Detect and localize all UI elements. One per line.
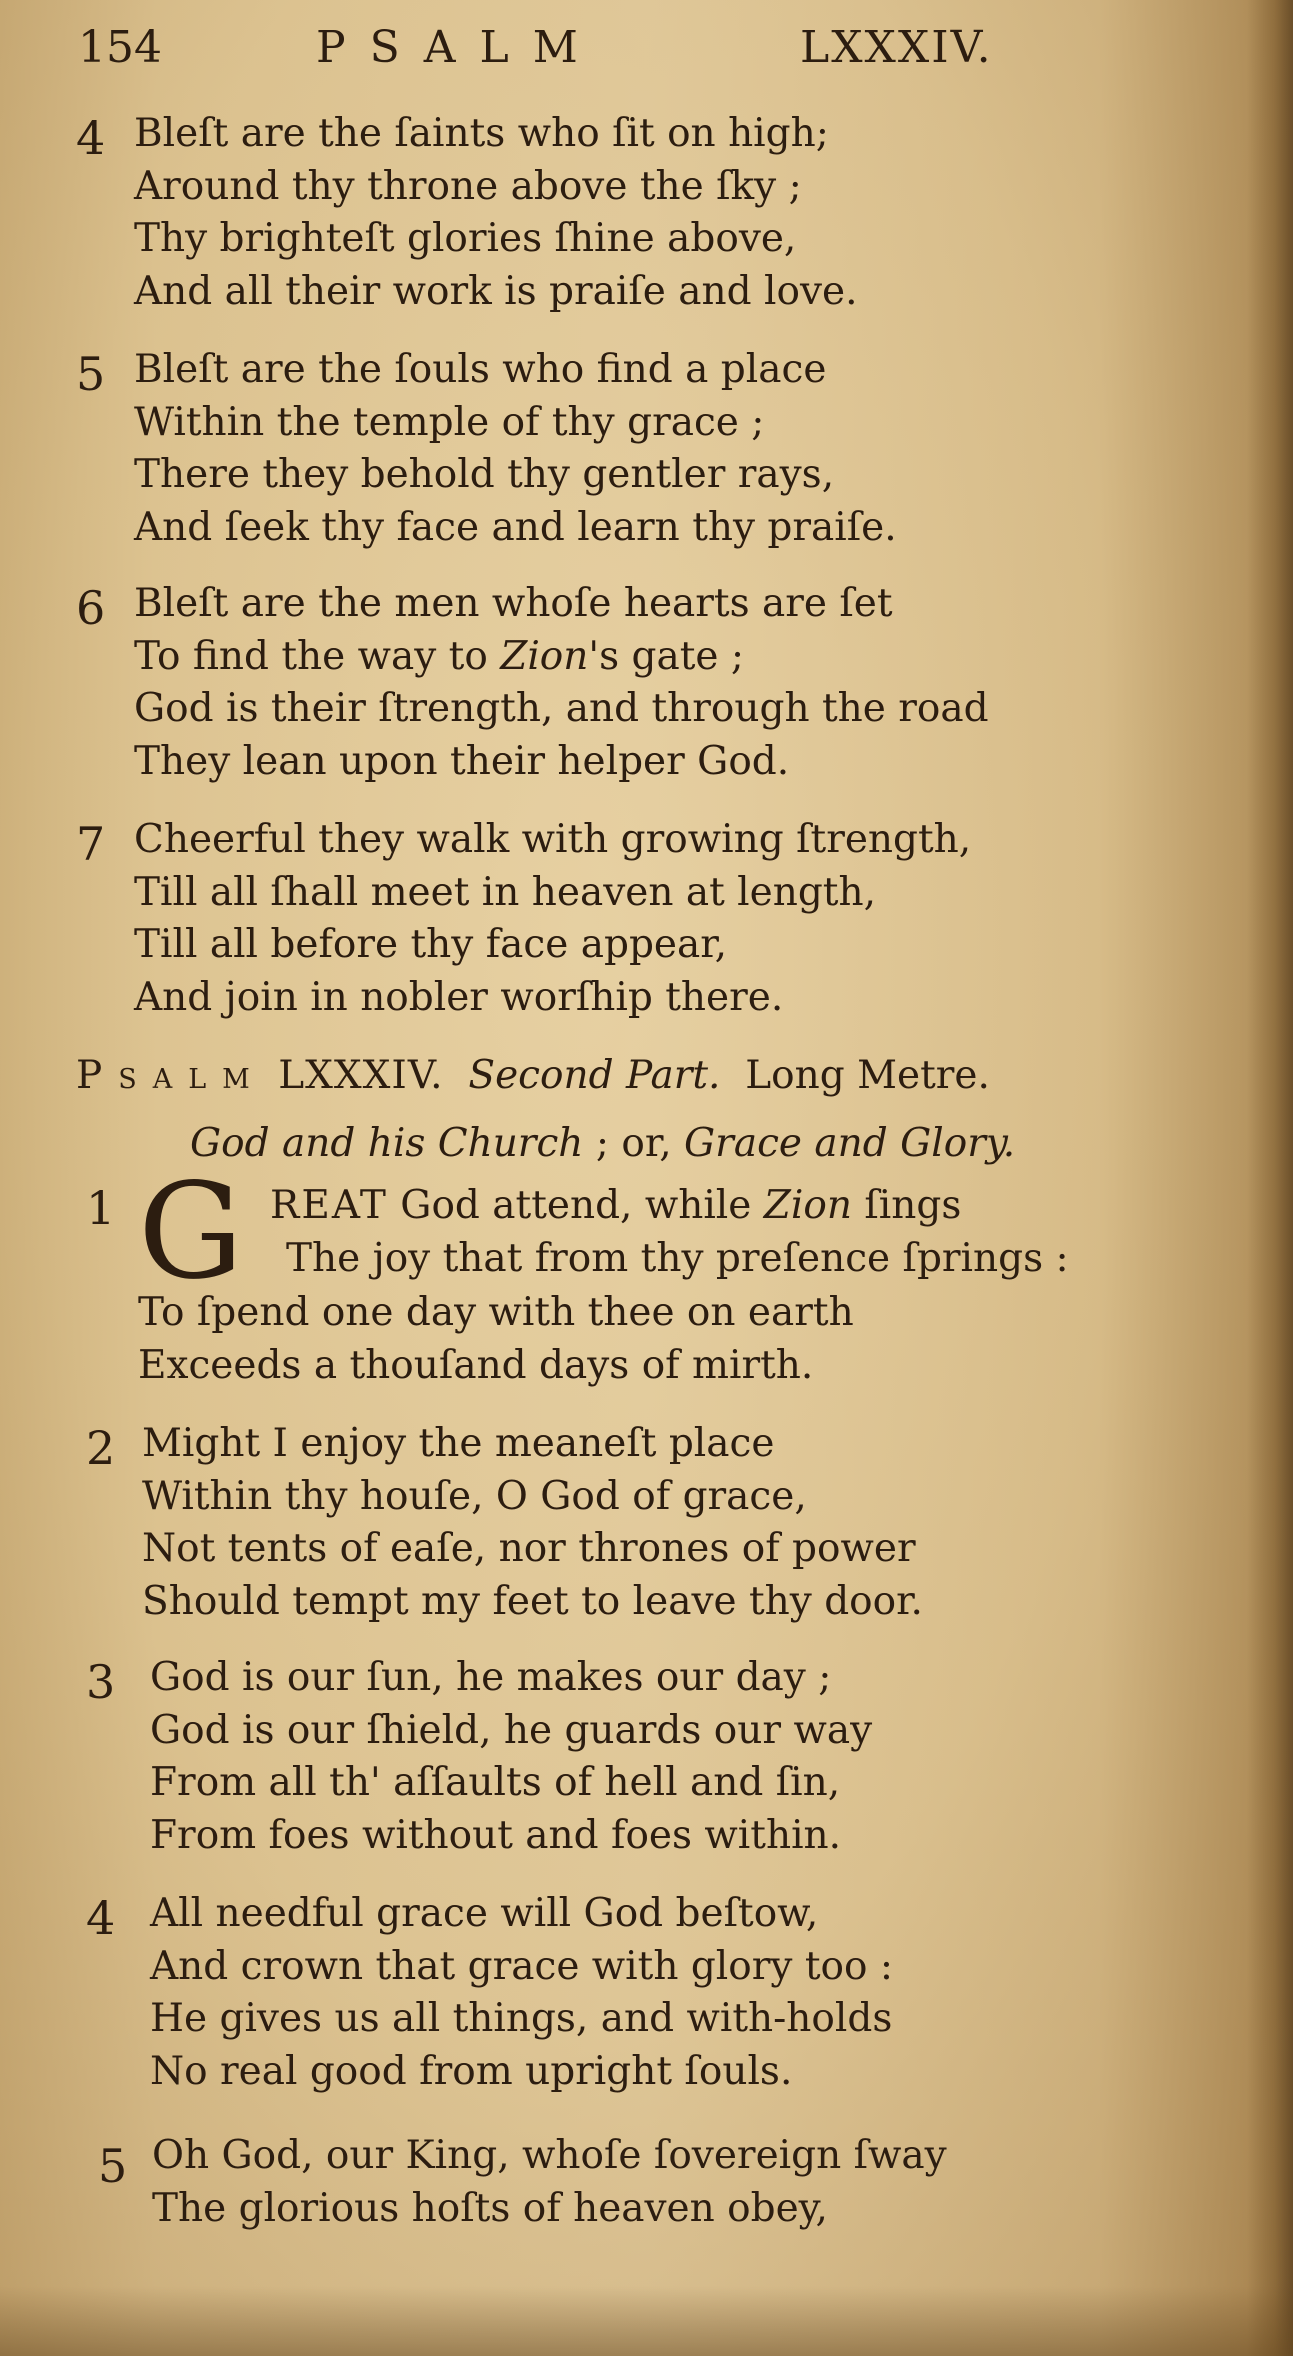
verse-caps: REAT <box>270 1183 388 1228</box>
subtitle-b: Grace and Glory. <box>684 1121 1016 1166</box>
verse-line: The joy that from thy preſence ſprings : <box>286 1235 1069 1281</box>
heading-metre: Long Metre. <box>745 1053 990 1098</box>
verse-text: ſings <box>851 1183 962 1228</box>
zion-italic: Zion <box>763 1183 852 1228</box>
verse-line: Till all ſhall meet in heaven at length, <box>134 869 876 915</box>
verse-line: And join in nobler worſhip there. <box>134 974 784 1020</box>
page-edge-shadow <box>1247 0 1293 2356</box>
verse-line: Bleſt are the ſouls who find a place <box>134 347 827 392</box>
verse-line <box>270 1180 1069 1233</box>
verse-line: All needful grace will God beſtow, <box>150 1891 819 1936</box>
stanza-number: 2 <box>86 1421 116 1475</box>
verse-text: To find the way to <box>134 633 501 679</box>
verse-line: Till all before thy face appear, <box>134 922 727 967</box>
verse-line: Around thy throne above the ſky ; <box>134 163 802 209</box>
verse-text: 's gate ; <box>588 633 745 679</box>
page-header <box>78 22 1078 82</box>
heading-psalm: Psalm <box>76 1053 266 1098</box>
running-title: PSALM <box>316 22 602 73</box>
verse-line: And all their work is praiſe and love. <box>134 268 858 314</box>
section-heading <box>76 1050 1226 1102</box>
verse-line: Cheerful they walk with growing ſtrength, <box>134 817 972 862</box>
section-subtitle <box>190 1118 1015 1170</box>
verse-line: Within the temple of thy grace ; <box>134 399 765 445</box>
running-numeral: LXXXIV. <box>800 22 993 73</box>
zion-italic: Zion <box>500 633 589 679</box>
heading-numeral: LXXXIV. <box>278 1053 444 1098</box>
verse-line: Should tempt my feet to leave thy door. <box>142 1578 923 1624</box>
stanza-number: 1 <box>86 1181 116 1235</box>
verse-line: From foes without and foes within. <box>150 1812 842 1858</box>
verse-line <box>134 631 1234 684</box>
verse-line: Thy brighteſt glories ſhine above, <box>134 216 797 261</box>
stanza-number: 6 <box>76 581 106 635</box>
stanza-number: 4 <box>76 111 106 165</box>
stanza-number: 7 <box>76 817 106 871</box>
verse-line: From all th' aſſaults of hell and ſin, <box>150 1760 841 1805</box>
verse-line: He gives us all things, and with-holds <box>150 1996 893 2041</box>
verse-line: To ſpend one day with thee on earth <box>138 1290 854 1335</box>
page-bottom-shadow <box>0 2286 1293 2356</box>
drop-cap: G <box>138 1155 244 1309</box>
verse-line: No real good from upright ſouls. <box>150 2048 793 2094</box>
verse-text: God attend, while <box>387 1183 764 1228</box>
stanza-number: 5 <box>76 347 106 401</box>
verse-line: Within thy houſe, O God of grace, <box>142 1473 807 1519</box>
verse-line: And crown that grace with glory too : <box>150 1943 893 1989</box>
stanza-number: 5 <box>98 2139 128 2193</box>
heading-part: Second Part. <box>468 1053 721 1098</box>
verse-line: The glorious hoſts of heaven obey, <box>152 2185 828 2231</box>
verse-line: God is our ſhield, he guards our way <box>150 1707 873 1753</box>
verse-line: Exceeds a thouſand days of mirth. <box>138 1342 814 1388</box>
verse-line: God is their ſtrength, and through the road <box>134 686 989 731</box>
verse-line: They lean upon their helper God. <box>134 738 790 784</box>
stanza-number: 4 <box>86 1891 116 1945</box>
verse-line: Might I enjoy the meaneſt place <box>142 1421 775 1466</box>
page-number: 154 <box>78 22 162 73</box>
stanza-1-rest <box>138 1287 854 1392</box>
verse-line: Bleſt are the men whoſe hearts are ſet <box>134 581 893 626</box>
stanza-number: 3 <box>86 1655 116 1709</box>
verse-line: And ſeek thy face and learn thy praiſe. <box>134 504 897 550</box>
subtitle-a: God and his Church <box>190 1121 584 1166</box>
verse-line: Bleſt are the ſaints who ſit on high; <box>134 111 829 156</box>
verse-line: Not tents of eaſe, nor thrones of power <box>142 1526 916 1571</box>
verse-line: God is our ſun, he makes our day ; <box>150 1655 832 1700</box>
verse-line: Oh God, our King, whoſe ſovereign ſway <box>152 2133 947 2178</box>
stanza-1-opening <box>270 1180 1069 1285</box>
verse-line: There they behold thy gentler rays, <box>134 452 835 497</box>
subtitle-sep: ; or, <box>595 1121 672 1166</box>
